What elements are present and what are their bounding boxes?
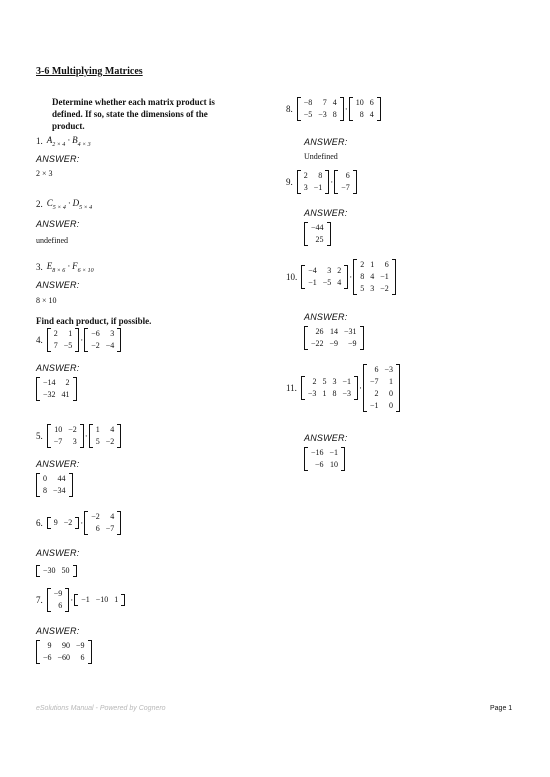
- matrix-cell: 10: [330, 460, 339, 469]
- matrix-cell: 6: [374, 365, 379, 374]
- matrix-cell: 6: [58, 601, 63, 610]
- problem-number: 8.: [286, 104, 293, 114]
- matrix-cell: −8: [303, 98, 313, 107]
- matrix-cell: −31: [344, 327, 357, 336]
- matrix-cell: 6: [384, 260, 389, 269]
- problem-11: [286, 364, 400, 412]
- multiply-dot: ·: [358, 383, 362, 393]
- matrix-cell: −2: [380, 284, 389, 293]
- multiply-dot: ·: [349, 272, 353, 282]
- matrix-cell: 4: [337, 278, 342, 287]
- answer-label: ANSWER:: [36, 154, 80, 164]
- answer-label: ANSWER:: [36, 459, 80, 469]
- matrix: [74, 594, 125, 606]
- matrix-cell: −9: [348, 339, 357, 348]
- matrix-cell: 4: [332, 98, 337, 107]
- matrix-cell: −6: [315, 460, 324, 469]
- matrix-cell: 8: [318, 171, 323, 180]
- answer-matrix: [36, 377, 77, 401]
- matrix-cell: 0: [43, 474, 47, 483]
- answer-label: ANSWER:: [36, 219, 80, 229]
- problem-number: 1.: [36, 136, 43, 147]
- answer-matrix: [304, 447, 345, 471]
- matrix-cell: −2: [105, 437, 115, 446]
- footer-page-number: Page 1: [490, 705, 513, 712]
- multiply-dot: ·: [80, 518, 84, 528]
- multiply-dot: ·: [80, 335, 84, 345]
- matrix: [353, 259, 396, 295]
- multiply-dot: ·: [330, 177, 334, 187]
- product-expression: $A_{2 \times 4} \cdot B_{4 \times 3}$: [46, 135, 91, 148]
- matrix-cell: 8: [43, 486, 47, 495]
- matrix-cell: −44: [311, 223, 324, 232]
- matrix-cell: 5: [322, 377, 327, 386]
- matrix-cell: 7: [53, 341, 58, 350]
- matrix-cell: −4: [308, 266, 317, 275]
- matrix-cell: 8: [332, 389, 337, 398]
- problem-4: [36, 328, 121, 352]
- matrix-cell: 6: [369, 98, 374, 107]
- answer-label: ANSWER:: [36, 548, 80, 558]
- matrix-cell: 26: [315, 327, 324, 336]
- matrix-cell: −60: [57, 653, 71, 662]
- matrix-cell: −5: [303, 110, 313, 119]
- matrix-cell: 2: [374, 389, 379, 398]
- instructions: [52, 96, 215, 132]
- problem-5: [36, 424, 121, 448]
- matrix-cell: 4: [110, 512, 115, 521]
- matrix-cell: −9: [329, 339, 339, 348]
- matrix-cell: −5: [322, 278, 332, 287]
- answer-matrix: [304, 326, 364, 350]
- answer-label: ANSWER:: [304, 137, 348, 147]
- matrix-cell: 1: [388, 377, 393, 386]
- matrix-cell: 8: [360, 272, 365, 281]
- matrix-cell: 3: [110, 329, 115, 338]
- problem-number: 6.: [36, 518, 43, 528]
- matrix-cell: −7: [53, 437, 63, 446]
- matrix-cell: 2: [53, 329, 58, 338]
- matrix: [89, 424, 122, 448]
- matrix-cell: 3: [303, 183, 308, 192]
- matrix-cell: 2: [337, 266, 342, 275]
- matrix: [297, 97, 344, 121]
- matrix-cell: 41: [61, 390, 70, 399]
- problem-1: [36, 135, 91, 148]
- matrix: [47, 328, 80, 352]
- matrix-cell: 4: [110, 425, 115, 434]
- answer-value: undefined: [36, 236, 68, 245]
- matrix: [47, 517, 80, 529]
- matrix-cell: −5: [63, 341, 73, 350]
- matrix-cell: −16: [311, 448, 324, 457]
- matrix-cell: −7: [341, 183, 350, 192]
- matrix: [297, 170, 330, 194]
- problem-7: [36, 588, 125, 612]
- matrix-cell: −9: [76, 641, 85, 650]
- matrix-cell: 4: [369, 110, 374, 119]
- matrix-cell: −34: [53, 486, 66, 495]
- matrix-cell: 6: [80, 653, 85, 662]
- matrix-cell: 1: [68, 329, 73, 338]
- multiply-dot: ·: [344, 104, 348, 114]
- page-title: 3-6 Multiplying Matrices: [36, 66, 143, 77]
- matrix-cell: 2: [65, 378, 70, 387]
- problem-10: [286, 259, 396, 295]
- matrix-cell: 8: [332, 110, 337, 119]
- problem-number: 3.: [36, 262, 43, 273]
- matrix-cell: −32: [43, 390, 56, 399]
- matrix-cell: 90: [62, 641, 71, 650]
- matrix-cell: 9: [53, 518, 58, 527]
- matrix-cell: 4: [370, 272, 375, 281]
- answer-value: 2 × 3: [36, 169, 53, 178]
- matrix-cell: 0: [388, 389, 393, 398]
- problem-6: [36, 511, 121, 535]
- matrix-cell: 3: [72, 437, 77, 446]
- problem-number: 5.: [36, 431, 43, 441]
- multiply-dot: ·: [70, 595, 74, 605]
- matrix-cell: −9: [53, 589, 63, 598]
- matrix: [84, 328, 121, 352]
- matrix-cell: −1: [308, 278, 317, 287]
- answer-value: Undefined: [304, 152, 338, 161]
- problem-number: 4.: [36, 335, 43, 345]
- matrix-cell: −30: [43, 566, 56, 576]
- product-expression: $C_{5 \times 4} \cdot D_{5 \times 4}$: [46, 198, 93, 211]
- matrix-cell: 25: [315, 235, 324, 244]
- matrix: [334, 170, 357, 194]
- matrix-cell: −2: [91, 341, 100, 350]
- matrix-cell: 2: [303, 171, 308, 180]
- matrix-cell: −3: [318, 110, 327, 119]
- answer-label: ANSWER:: [304, 208, 348, 218]
- answer-label: ANSWER:: [36, 626, 80, 636]
- matrix-cell: 1: [370, 260, 375, 269]
- matrix-cell: −6: [91, 329, 100, 338]
- problem-number: 7.: [36, 595, 43, 605]
- matrix: [84, 511, 121, 535]
- instructions-line: defined. If so, state the dimensions of the: [52, 109, 208, 119]
- instructions-line: Determine whether each matrix product is: [52, 97, 215, 107]
- matrix-cell: −1: [342, 377, 351, 386]
- matrix-cell: 2: [360, 260, 365, 269]
- matrix-cell: 6: [95, 524, 100, 533]
- matrix-cell: −7: [369, 377, 379, 386]
- matrix-cell: 9: [47, 641, 52, 650]
- matrix-cell: 0: [388, 401, 393, 410]
- matrix-cell: 8: [359, 110, 364, 119]
- matrix: [349, 97, 381, 121]
- matrix-cell: −3: [307, 389, 317, 398]
- matrix-cell: −2: [63, 518, 73, 527]
- answer-matrix: [36, 473, 73, 497]
- matrix-cell: 1: [114, 595, 119, 604]
- answer-label: ANSWER:: [304, 312, 348, 322]
- footer-publisher: eSolutions Manual - Powered by Cognero: [36, 705, 166, 712]
- answer-value: 8 × 10: [36, 296, 57, 305]
- matrix-cell: −1: [313, 183, 323, 192]
- instructions-line: product.: [52, 121, 85, 131]
- matrix: [47, 588, 70, 612]
- matrix-cell: 44: [57, 474, 66, 483]
- problem-3: [36, 261, 94, 274]
- problem-9: [286, 170, 357, 194]
- multiply-dot: ·: [84, 431, 88, 441]
- matrix-cell: −1: [380, 272, 389, 281]
- problem-8: [286, 97, 381, 121]
- matrix-cell: −7: [105, 524, 115, 533]
- problem-number: 2.: [36, 199, 43, 210]
- matrix-cell: −14: [43, 378, 56, 387]
- matrix-cell: 3: [327, 266, 332, 275]
- matrix-cell: 50: [61, 566, 70, 576]
- answer-matrix: [36, 640, 92, 664]
- matrix-cell: 10: [355, 98, 364, 107]
- matrix-cell: −1: [369, 401, 379, 410]
- problem-number: 11.: [286, 383, 297, 393]
- matrix-cell: −1: [81, 595, 90, 604]
- matrix-cell: 1: [95, 425, 100, 434]
- problem-number: 9.: [286, 177, 293, 187]
- matrix: [301, 376, 358, 400]
- matrix-cell: −22: [311, 339, 324, 348]
- matrix-cell: 1: [322, 389, 327, 398]
- matrix-cell: −3: [384, 365, 393, 374]
- answer-matrix: [36, 562, 77, 580]
- answer-matrix: [304, 222, 331, 246]
- matrix-cell: −6: [43, 653, 52, 662]
- find-heading: Find each product, if possible.: [36, 316, 152, 326]
- answer-label: ANSWER:: [36, 363, 80, 373]
- matrix-cell: −10: [95, 595, 109, 604]
- answer-label: ANSWER:: [304, 433, 348, 443]
- problem-2: [36, 198, 92, 211]
- matrix: [47, 424, 84, 448]
- matrix-cell: 2: [312, 377, 317, 386]
- matrix: [301, 265, 348, 289]
- matrix-cell: 3: [332, 377, 337, 386]
- matrix-cell: −4: [105, 341, 115, 350]
- problem-number: 10.: [286, 272, 298, 282]
- matrix-cell: 5: [95, 437, 100, 446]
- matrix-cell: 10: [54, 425, 63, 434]
- product-expression: $E_{8 \times 6} \cdot F_{6 \times 10}$: [46, 261, 94, 274]
- matrix-cell: −3: [342, 389, 351, 398]
- matrix: [363, 364, 400, 412]
- matrix-cell: 3: [370, 284, 375, 293]
- matrix-cell: −2: [68, 425, 77, 434]
- answer-label: ANSWER:: [36, 280, 80, 290]
- matrix-cell: 14: [330, 327, 339, 336]
- matrix-cell: 5: [360, 284, 365, 293]
- matrix-cell: 6: [345, 171, 350, 180]
- matrix-cell: −2: [91, 512, 100, 521]
- matrix-cell: −1: [329, 448, 339, 457]
- matrix-cell: 7: [322, 98, 327, 107]
